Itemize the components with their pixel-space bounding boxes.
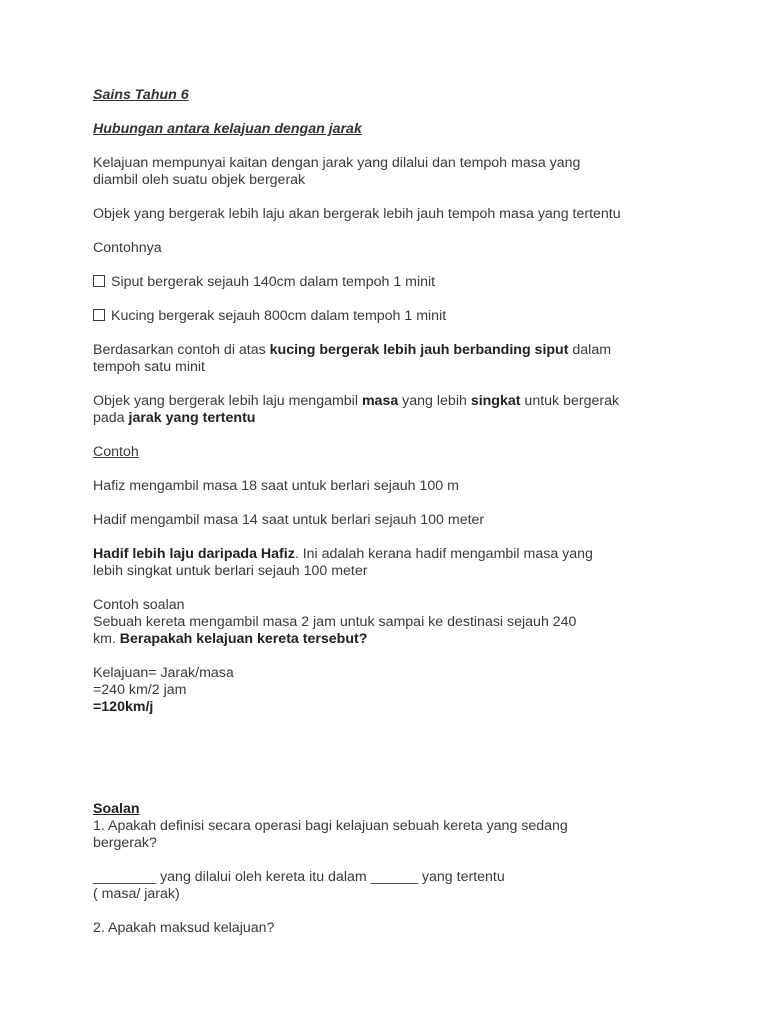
- conclusion-paragraph: [93, 342, 683, 376]
- statement-2-paragraph: [93, 393, 683, 427]
- q1-options: ( masa/ jarak): [93, 886, 180, 902]
- q1-line-1: 1. Apakah definisi secara operasi bagi kelajuan sebuah kereta yang sedang: [93, 818, 568, 834]
- contoh-heading: Contoh: [93, 444, 139, 460]
- soalan-heading: Soalan: [93, 801, 140, 817]
- conclusion-post: dalam: [568, 342, 612, 358]
- statement-2-pre: Objek yang bergerak lebih laju mengambil: [93, 393, 362, 409]
- intro-paragraph: [93, 155, 683, 189]
- contohnya-label: Contohnya: [93, 240, 162, 256]
- formula-line-3: =120km/j: [93, 699, 154, 715]
- q1-line-2: bergerak?: [93, 835, 157, 851]
- formula-block: [93, 665, 683, 716]
- document-subtitle: Hubungan antara kelajuan dengan jarak: [93, 121, 362, 137]
- bullet-item-1: [93, 274, 683, 291]
- q2-text: 2. Apakah maksud kelajuan?: [93, 920, 275, 936]
- hafiz-example: Hafiz mengambil masa 18 saat untuk berlari sejauh 100 m: [93, 478, 459, 494]
- bullet-text-2: Kucing bergerak sejauh 800cm dalam tempoh 1 minit: [111, 308, 447, 324]
- result-bold: Hadif lebih laju daripada Hafiz: [93, 546, 295, 562]
- checkbox-icon: [93, 275, 105, 287]
- bullet-item-2: [93, 308, 683, 325]
- contoh-soalan-label: Contoh soalan: [93, 597, 185, 613]
- q1-answer: ________ yang dilalui oleh kereta itu dalam ______ yang tertentu: [93, 869, 505, 885]
- conclusion-pre: Berdasarkan contoh di atas: [93, 342, 270, 358]
- intro-line-2: diambil oleh suatu objek bergerak: [93, 172, 306, 188]
- statement-2-line-2-pre: pada: [93, 410, 129, 426]
- question-line-2-bold: Berapakah kelajuan kereta tersebut?: [119, 631, 368, 647]
- intro-line-1: Kelajuan mempunyai kaitan dengan jarak yang dilalui dan tempoh masa yang: [93, 155, 581, 171]
- result-line-2: lebih singkat untuk berlari sejauh 100 meter: [93, 563, 368, 579]
- formula-line-1: Kelajuan= Jarak/masa: [93, 665, 234, 681]
- statement-2-mid: yang lebih: [398, 393, 471, 409]
- conclusion-line-2: tempoh satu minit: [93, 359, 205, 375]
- statement-2-post: untuk bergerak: [520, 393, 620, 409]
- example-question-block: [93, 597, 683, 648]
- statement-2-bold-masa: masa: [361, 393, 399, 409]
- conclusion-bold: kucing bergerak lebih jauh berbanding siput: [269, 342, 569, 358]
- hadif-example: Hadif mengambil masa 14 saat untuk berlari sejauh 100 meter: [93, 512, 485, 528]
- statement-1: Objek yang bergerak lebih laju akan bergerak lebih jauh tempoh masa yang tertentu: [93, 206, 621, 222]
- formula-line-2: =240 km/2 jam: [93, 682, 187, 698]
- q1-answer-block: [93, 869, 683, 903]
- checkbox-icon: [93, 309, 105, 321]
- bullet-text-1: Siput bergerak sejauh 140cm dalam tempoh 1 minit: [111, 274, 436, 290]
- result-post: . Ini adalah kerana hadif mengambil masa yang: [294, 546, 593, 562]
- statement-2-line-2-bold: jarak yang tertentu: [128, 410, 256, 426]
- soalan-block: [93, 801, 683, 852]
- question-line-2-pre: km.: [93, 631, 120, 647]
- document-title: Sains Tahun 6: [93, 87, 189, 103]
- result-paragraph: [93, 546, 683, 580]
- statement-2-bold-singkat: singkat: [470, 393, 521, 409]
- question-line-1: Sebuah kereta mengambil masa 2 jam untuk sampai ke destinasi sejauh 240: [93, 614, 577, 630]
- document-page: [93, 87, 683, 937]
